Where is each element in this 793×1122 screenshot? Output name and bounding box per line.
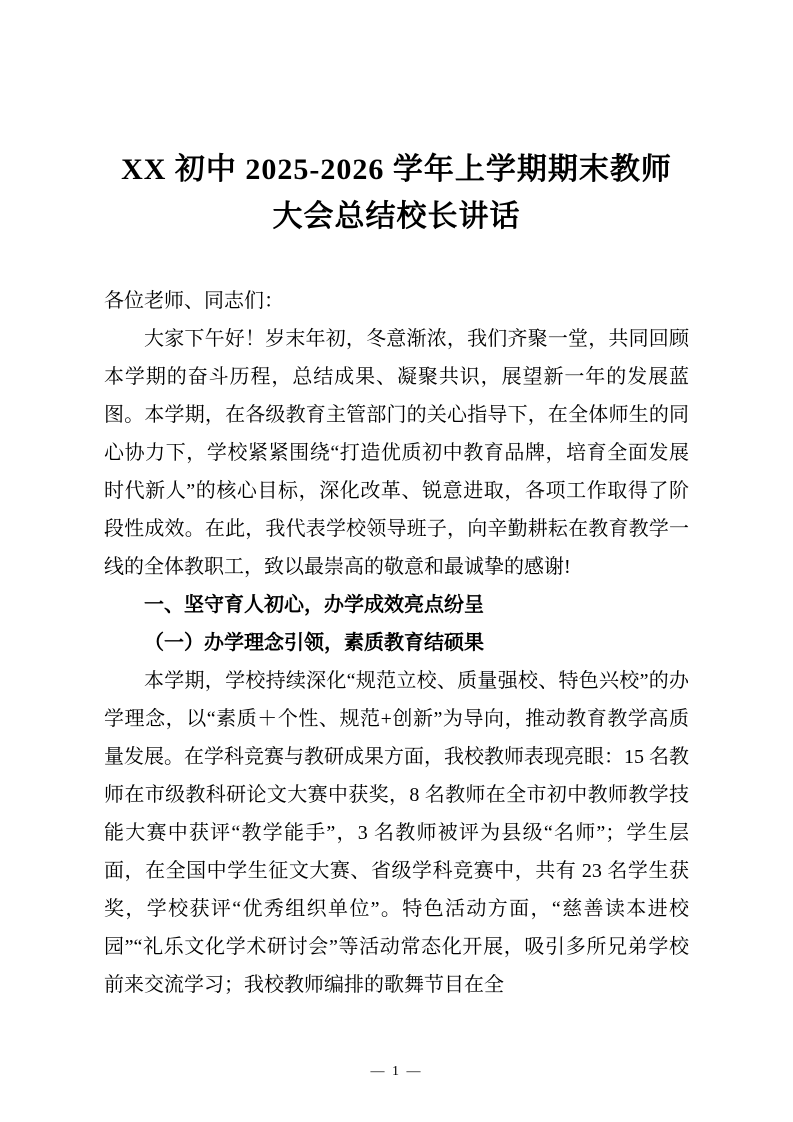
doc-title-line1: XX 初中 2025-2026 学年上学期期末教师 — [121, 153, 672, 186]
doc-title-line2: 大会总结校长讲话 — [272, 200, 521, 233]
doc-body — [104, 282, 689, 1004]
paragraph-body: 本学期，学校持续深化“规范立校、质量强校、特色兴校”的办学理念，以“素质＋个性、规范+创新”为导向，推动教育教学高质量发展。在学科竞赛与教研成果方面，我校教师表现亮眼：15 名教师在市级教科研论文大赛中获奖，8 名教师在全市初中教师教学技能大赛中获评“教学能手”，3 名教师被评为县级“名师”；学生层面，在全国中学生征文大赛、省级学科竞赛中，共有 23 名学生获奖，学校获评“优秀组织单位”。特色活动方面，“慈善读本进校园”“礼乐文化学术研讨会”等活动常态化开展，吸引多所兄弟学校前来交流学习；我校教师编排的歌舞节目在全 — [104, 670, 689, 996]
subsection-heading-1-1: （一）办学理念引领，素质教育结硕果 — [144, 632, 484, 654]
page-number: — 1 — — [370, 1064, 423, 1079]
paragraph-intro: 大家下午好！岁末年初，冬意渐浓，我们齐聚一堂，共同回顾本学期的奋斗历程，总结成果、凝聚共识，展望新一年的发展蓝图。本学期，在各级教育主管部门的关心指导下，在全体师生的同心协力下，学校紧紧围绕“打造优质初中教育品牌，培育全面发展时代新人”的核心目标，深化改革、锐意进取，各项工作取得了阶段性成效。在此，我代表学校领导班子，向辛勤耕耘在教育教学一线的全体教职工，致以最崇高的敬意和最诚挚的感谢! — [104, 328, 689, 578]
doc-title — [104, 146, 689, 240]
section-heading-1: 一、坚守育人初心，办学成效亮点纷呈 — [144, 594, 484, 616]
salutation: 各位老师、同志们： — [104, 290, 284, 312]
